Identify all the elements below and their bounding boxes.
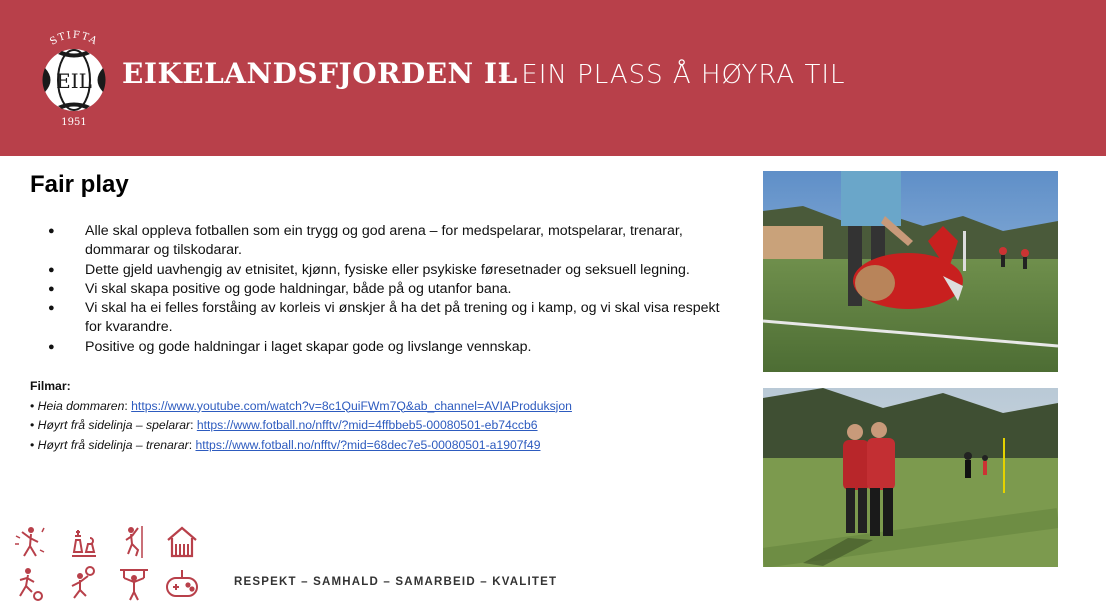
gymnast-icon bbox=[116, 566, 152, 602]
film-link-spelarar[interactable]: https://www.fotball.no/nfftv/?mid=4ffbbeb5-00080501-eb74ccb6 bbox=[196, 418, 538, 432]
separator: : bbox=[188, 437, 196, 452]
fair-play-list bbox=[48, 222, 728, 357]
list-item: ● Alle skal oppleva fotballen som ein trygg og god arena – for medspelarar, motspelarar, trenarar, dommarar og tilskodarar. bbox=[48, 222, 728, 261]
logo-year: 1951 bbox=[61, 117, 87, 128]
volleyball-player-icon bbox=[64, 566, 100, 602]
handball-player-icon bbox=[12, 524, 48, 560]
climber-icon bbox=[116, 524, 152, 560]
football-player-icon bbox=[12, 566, 48, 602]
activity-icons bbox=[12, 524, 202, 604]
svg-text:STIFTA bbox=[48, 30, 100, 48]
film-label: Heia dommaren bbox=[37, 398, 125, 413]
club-name: EIKELANDSFJORDEN IL bbox=[122, 57, 518, 90]
club-values: RESPEKT – SAMHALD – SAMARBEID – KVALITET bbox=[234, 576, 558, 588]
photo-players-helping bbox=[763, 171, 1058, 372]
bullet-char: • bbox=[30, 418, 38, 432]
film-item bbox=[30, 436, 750, 456]
films-section bbox=[30, 377, 750, 455]
separator: : bbox=[190, 418, 197, 432]
clubhouse-icon bbox=[164, 524, 200, 560]
page-title: Fair play bbox=[30, 171, 129, 198]
film-item bbox=[30, 416, 750, 436]
films-heading: Filmar: bbox=[30, 379, 71, 393]
club-tagline: – EIN PLASS Å HØYRA TIL bbox=[498, 60, 846, 90]
list-item: ● Positive og gode haldningar i laget skapar gode og livslange vennskap. bbox=[48, 338, 728, 357]
bullet-char: • bbox=[30, 398, 38, 413]
logo-initials: EIL bbox=[56, 69, 92, 93]
list-item: ● Vi skal ha ei felles forståing av korleis vi ønskjer å ha det på trening og i kamp, og vi skal visa respekt for kvarandre. bbox=[48, 299, 728, 338]
list-item: ● Vi skal skapa positive og gode haldningar, både på og utanfor bana. bbox=[48, 280, 728, 299]
club-logo bbox=[36, 28, 112, 132]
film-link-trenarar[interactable]: https://www.fotball.no/nfftv/?mid=68dec7e5-00080501-a1907f49 bbox=[195, 437, 541, 452]
header-banner bbox=[0, 0, 1106, 156]
list-item: ● Dette gjeld uavhengig av etnisitet, kjønn, fysiske eller psykiske føresetnader og seksuell legning. bbox=[48, 261, 728, 280]
chess-icon bbox=[64, 524, 100, 560]
photo-coaches bbox=[763, 388, 1058, 567]
logo-top-text: STIFTA bbox=[48, 29, 100, 48]
bullet-char: • bbox=[30, 437, 38, 452]
film-item bbox=[30, 397, 750, 417]
separator: : bbox=[124, 398, 132, 413]
film-label: Høyrt frå sidelinja – spelarar bbox=[37, 418, 191, 432]
gamepad-icon bbox=[164, 566, 200, 602]
film-link-heia-dommaren[interactable]: https://www.youtube.com/watch?v=8c1QuiFWm7Q&ab_channel=AVIAProduksjon bbox=[131, 398, 572, 413]
film-label: Høyrt frå sidelinja – trenarar bbox=[37, 437, 189, 452]
